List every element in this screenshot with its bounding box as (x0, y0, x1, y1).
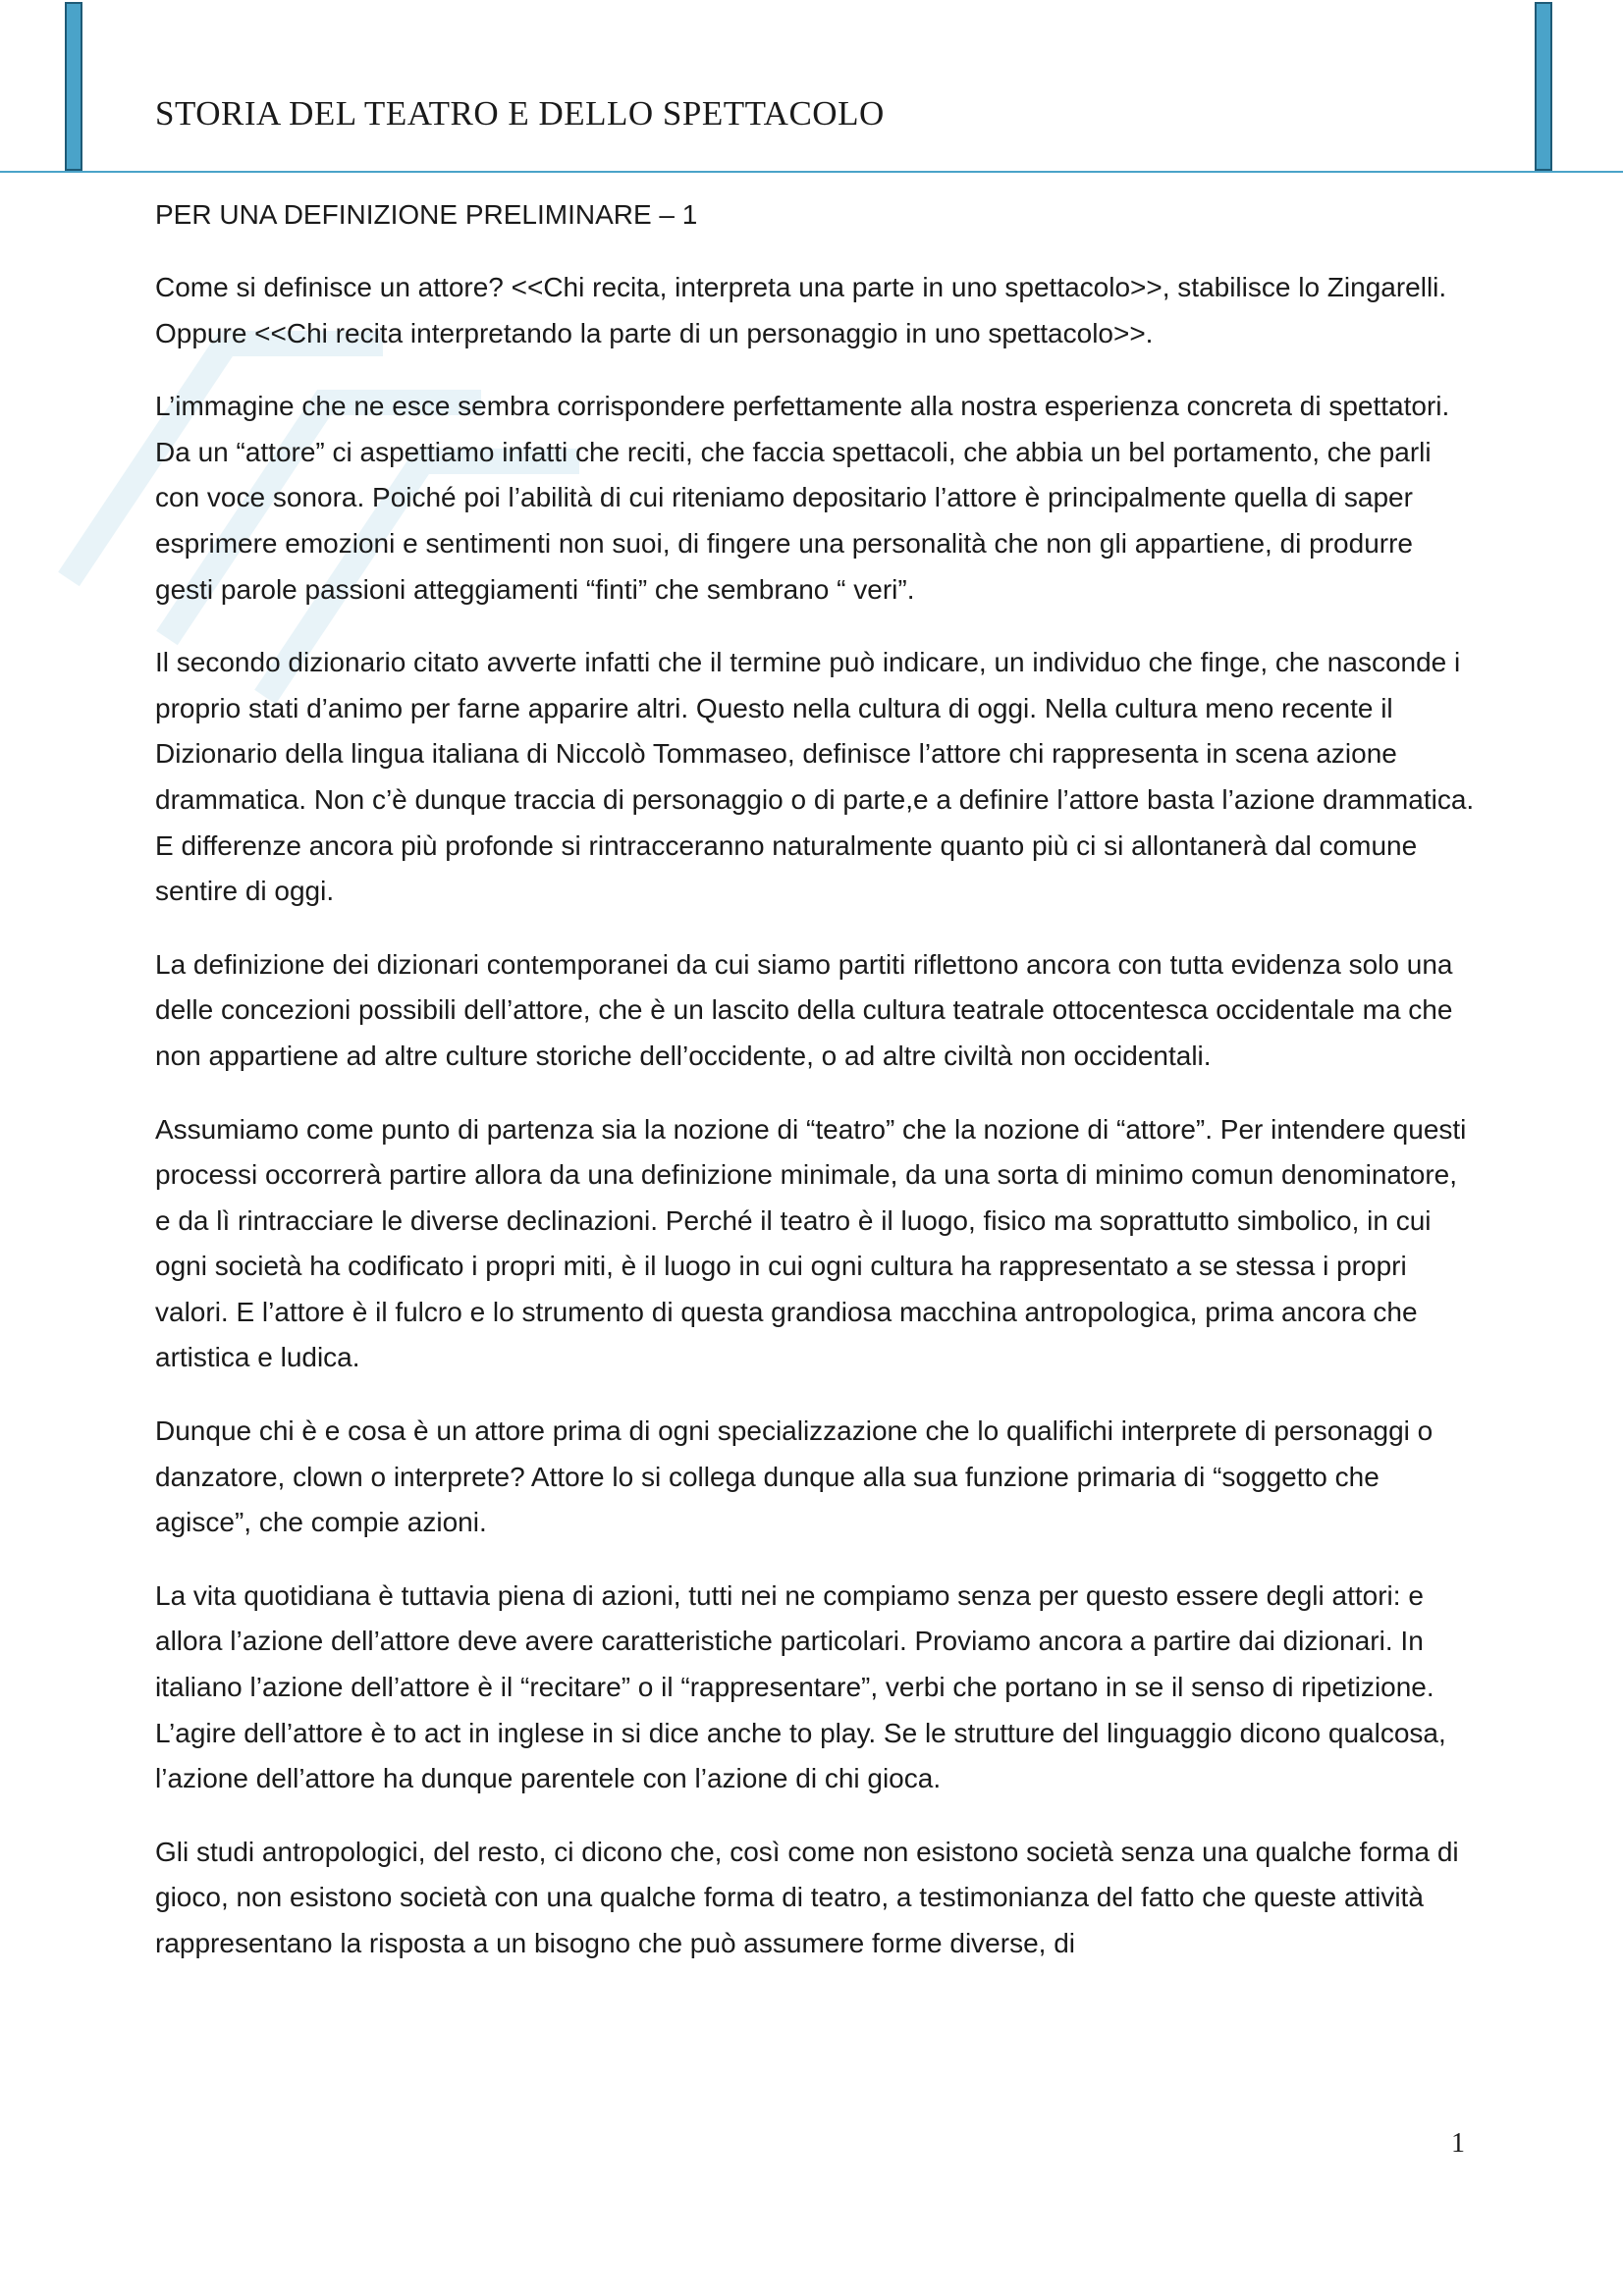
paragraph-2: L’immagine che ne esce sembra corrispondere perfettamente alla nostra esperienza concreta di spettatori. Da un “attore” ci aspettiamo infatti che reciti, che faccia spettacoli, che abbia un bel portamento, che parli con voce sonora. Poiché poi l’abilità di cui riteniamo depositario l’attore è principalmente quella di saper esprimere emozioni e sentimenti non suoi, di fingere una personalità che non gli appartiene, di produrre gesti parole passioni atteggiamenti “finti” che sembrano “ veri”. (155, 391, 1450, 605)
paragraph-7: La vita quotidiana è tuttavia piena di azioni, tutti nei ne compiamo senza per questo essere degli attori: e allora l’azione dell’attore deve avere caratteristiche particolari. Proviamo ancora a partire dai dizionari. In italiano l’azione dell’attore è il “recitare” o il “rappresentare”, verbi che portano in se il senso di ripetizione. L’agire dell’attore è to act in inglese in si dice anche to play. Se le strutture del linguaggio dicono qualcosa, l’azione dell’attore ha dunque parentele con l’azione di chi gioca. (155, 1579, 1446, 1794)
document-body (155, 192, 1476, 1995)
paragraph-6: Dunque chi è e cosa è un attore prima di ogni specializzazione che lo qualifichi interprete di personaggi o danzatore, clown o interprete? Attore lo si collega dunque alla sua funzione primaria di “soggetto che agisce”, che compie azioni. (155, 1415, 1434, 1538)
paragraph-3: Il secondo dizionario citato avverte infatti che il termine può indicare, un individuo che finge, che nasconde i proprio stati d’animo per farne apparire altri. Questo nella cultura di oggi. Nella cultura meno recente il Dizionario della lingua italiana di Niccolò Tommaseo, definisce l’attore chi rappresenta in scena azione drammatica. Non c’è dunque traccia di personaggio o di parte,e a definire l’attore basta l’azione drammatica. E differenze ancora più profonde si rintracceranno naturalmente quanto più ci si allontanerà dal comune sentire di oggi. (155, 647, 1475, 907)
header-accent-bar-right (1535, 2, 1552, 171)
section-heading: PER UNA DEFINIZIONE PRELIMINARE – 1 (155, 199, 698, 230)
document-title: STORIA DEL TEATRO E DELLO SPETTACOLO (155, 94, 885, 133)
paragraph-8: Gli studi antropologici, del resto, ci dicono che, così come non esistono società senza una qualche forma di gioco, non esistono società con una qualche forma di teatro, a testimonianza del fatto che queste attività rappresentano la risposta a un bisogno che può assumere forme diverse, di (155, 1836, 1459, 1958)
paragraph-1: Come si definisce un attore? <<Chi recita, interpreta una parte in uno spettacolo>>, stabilisce lo Zingarelli. Oppure <<Chi recita interpretando la parte di un personaggio in uno spettacolo>>. (155, 272, 1447, 348)
header-rule (0, 171, 1623, 173)
paragraph-5: Assumiamo come punto di partenza sia la nozione di “teatro” che la nozione di “attore”. Per intendere questi processi occorrerà partire allora da una definizione minimale, da una sorta di minimo comun denominatore, e da lì rintracciare le diverse declinazioni. Perché il teatro è il luogo, fisico ma soprattutto simbolico, in cui ogni società ha codificato i propri miti, è il luogo in cui ogni cultura ha rappresentato a se stessa i propri valori. E l’attore è il fulcro e lo strumento di questa grandiosa macchina antropologica, prima ancora che artistica e ludica. (155, 1113, 1467, 1373)
page-number: 1 (1451, 2128, 1465, 2159)
header-accent-bar-left (65, 2, 82, 171)
paragraph-4: La definizione dei dizionari contemporanei da cui siamo partiti riflettono ancora con tutta evidenza solo una delle concezioni possibili dell’attore, che è un lascito della cultura teatrale ottocentesca occidentale ma che non appartiene ad altre culture storiche dell’occidente, o ad altre civiltà non occidentali. (155, 948, 1453, 1071)
